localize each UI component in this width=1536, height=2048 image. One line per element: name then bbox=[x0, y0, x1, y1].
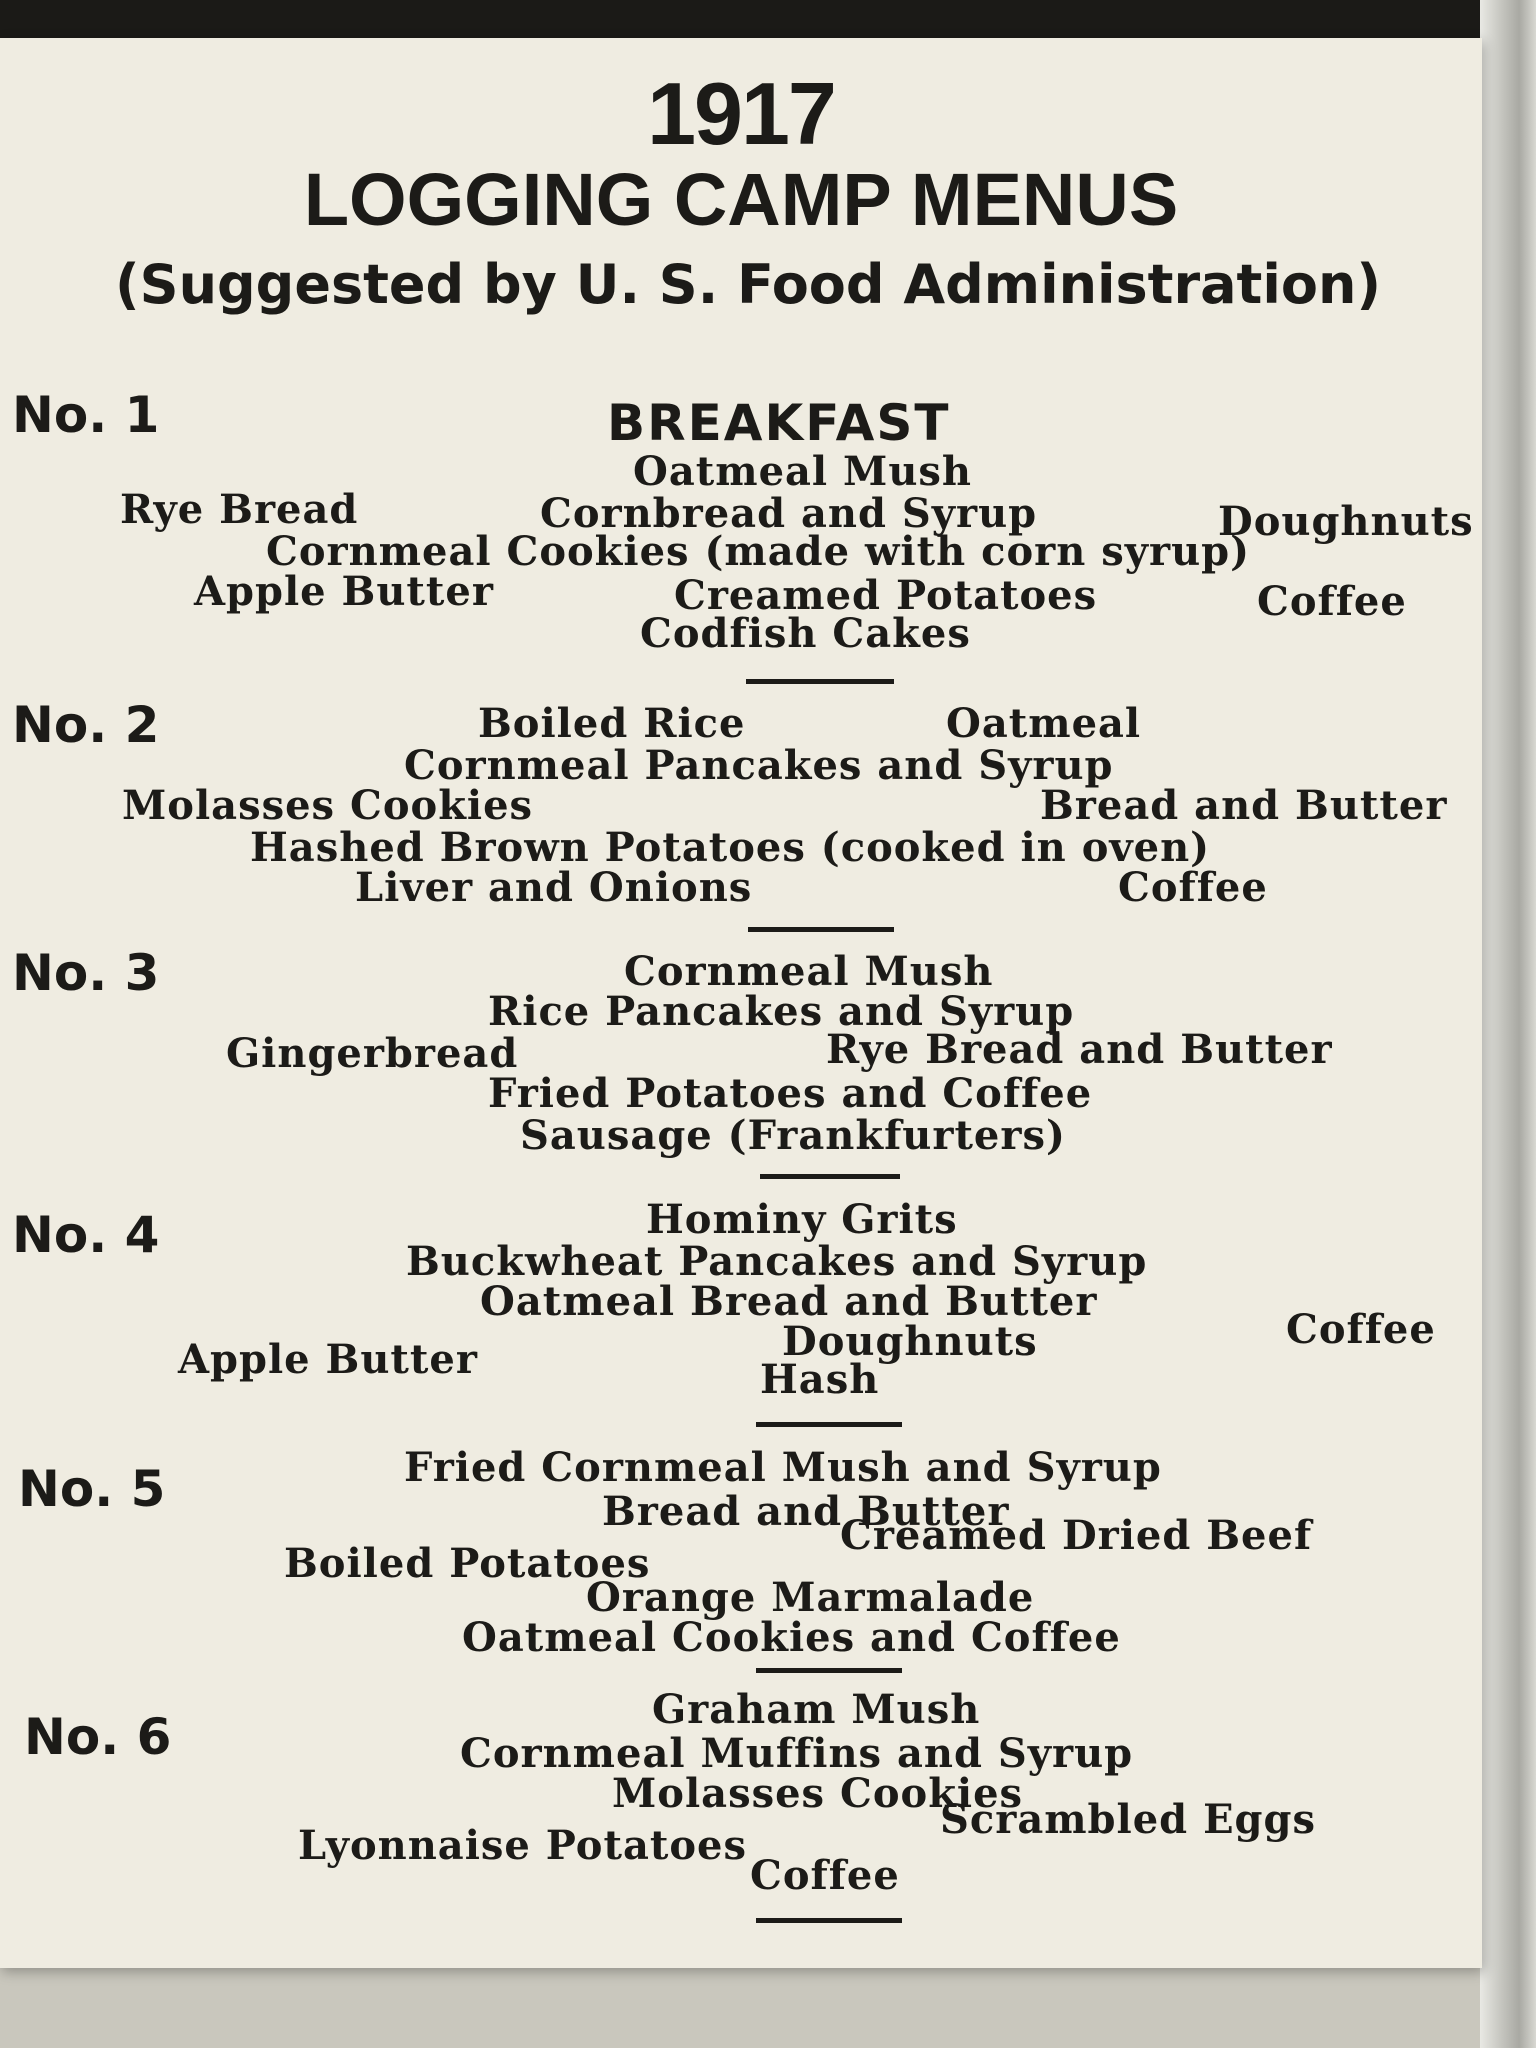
menu-item: Fried Cornmeal Mush and Syrup bbox=[404, 1444, 1162, 1491]
menu-number-5: No. 5 bbox=[18, 1460, 166, 1518]
menu-item: Molasses Cookies bbox=[122, 782, 534, 829]
menu-number-4: No. 4 bbox=[12, 1206, 160, 1264]
menu-item: Coffee bbox=[1286, 1306, 1436, 1353]
menu-item: Codfish Cakes bbox=[640, 610, 971, 657]
menu-item: Cornmeal Mush bbox=[624, 948, 994, 995]
menu-item: Coffee bbox=[1257, 578, 1407, 625]
section-divider bbox=[756, 1918, 902, 1923]
menu-item: Lyonnaise Potatoes bbox=[298, 1822, 747, 1869]
menu-item: Oatmeal Bread and Butter bbox=[480, 1278, 1098, 1325]
menu-item: Coffee bbox=[750, 1852, 900, 1899]
menu-item: Apple Butter bbox=[194, 568, 494, 615]
page-year: 1917 bbox=[647, 64, 835, 163]
menu-item: Creamed Dried Beef bbox=[840, 1512, 1313, 1559]
menu-item: Apple Butter bbox=[178, 1336, 478, 1383]
menu-item: Oatmeal bbox=[946, 700, 1142, 747]
menu-sheet bbox=[0, 38, 1482, 1968]
menu-item: Buckwheat Pancakes and Syrup bbox=[406, 1238, 1148, 1285]
menu-item: Graham Mush bbox=[652, 1686, 981, 1733]
menu-item: Hash bbox=[760, 1356, 880, 1403]
menu-item: Sausage (Frankfurters) bbox=[520, 1112, 1066, 1159]
menu-item: Fried Potatoes and Coffee bbox=[488, 1070, 1093, 1117]
section-divider bbox=[756, 1422, 902, 1427]
menu-item: Cornbread and Syrup bbox=[540, 490, 1038, 537]
menu-number-2: No. 2 bbox=[12, 696, 160, 754]
section-divider bbox=[756, 1668, 902, 1673]
menu-item: Hashed Brown Potatoes (cooked in oven) bbox=[250, 824, 1211, 871]
frame-edge bbox=[1480, 0, 1536, 2048]
menu-item: Hominy Grits bbox=[646, 1196, 958, 1243]
menu-item: Cornmeal Pancakes and Syrup bbox=[404, 742, 1114, 789]
menu-number-3: No. 3 bbox=[12, 944, 160, 1002]
menu-item: Rye Bread bbox=[120, 486, 359, 533]
menu-item: Bread and Butter bbox=[1040, 782, 1448, 829]
menu-item: Liver and Onions bbox=[355, 864, 753, 911]
menu-item: Coffee bbox=[1118, 864, 1268, 911]
menu-item: Oatmeal Mush bbox=[633, 448, 973, 495]
menu-number-6: No. 6 bbox=[24, 1708, 172, 1766]
menu-item: Boiled Potatoes bbox=[284, 1540, 651, 1587]
menu-item: Rye Bread and Butter bbox=[826, 1026, 1333, 1073]
menu-item: Doughnuts bbox=[1218, 498, 1474, 545]
menu-item: Cornmeal Cookies (made with corn syrup) bbox=[266, 528, 1251, 575]
menu-number-1: No. 1 bbox=[12, 386, 160, 444]
menu-item: Rice Pancakes and Syrup bbox=[488, 988, 1075, 1035]
menu-item: Bread and Butter bbox=[602, 1488, 1010, 1535]
menu-item: Boiled Rice bbox=[478, 700, 746, 747]
meal-heading-breakfast: BREAKFAST bbox=[607, 394, 951, 452]
section-divider bbox=[760, 1174, 900, 1179]
page-subtitle: (Suggested by U. S. Food Administration) bbox=[115, 253, 1382, 316]
menu-item: Orange Marmalade bbox=[586, 1574, 1035, 1621]
section-divider bbox=[748, 927, 894, 932]
menu-item: Oatmeal Cookies and Coffee bbox=[462, 1614, 1121, 1661]
menu-item: Creamed Potatoes bbox=[674, 572, 1098, 619]
menu-item: Doughnuts bbox=[782, 1318, 1038, 1365]
page-title: LOGGING CAMP MENUS bbox=[303, 158, 1179, 241]
menu-item: Gingerbread bbox=[226, 1030, 519, 1077]
section-divider bbox=[746, 679, 894, 684]
top-dark-edge bbox=[0, 0, 1536, 38]
menu-item: Scrambled Eggs bbox=[940, 1796, 1317, 1843]
menu-item: Molasses Cookies bbox=[612, 1770, 1024, 1817]
menu-item: Cornmeal Muffins and Syrup bbox=[460, 1730, 1134, 1777]
